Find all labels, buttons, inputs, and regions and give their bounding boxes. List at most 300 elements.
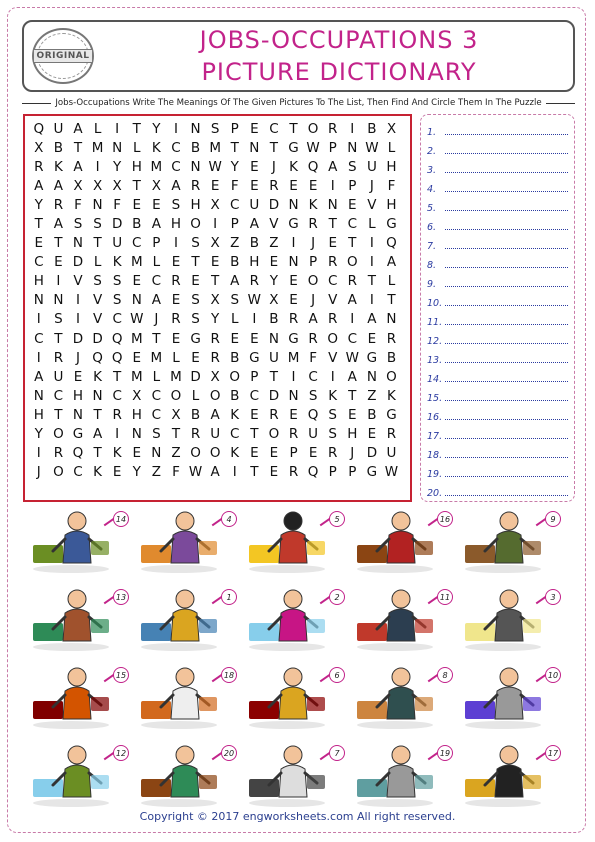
grid-letter[interactable]: A xyxy=(34,178,44,195)
grid-letter[interactable]: J xyxy=(154,311,159,328)
grid-letter[interactable]: I xyxy=(330,368,335,385)
grid-letter[interactable]: C xyxy=(269,121,279,137)
answer-blank[interactable] xyxy=(445,267,568,268)
answer-row[interactable] xyxy=(427,252,568,271)
grid-letter[interactable]: E xyxy=(348,406,357,423)
grid-letter[interactable]: B xyxy=(367,121,377,137)
grid-letter[interactable]: H xyxy=(347,425,358,442)
grid-letter[interactable]: N xyxy=(53,292,64,309)
grid-letter[interactable]: T xyxy=(289,121,298,137)
grid-letter[interactable]: L xyxy=(191,387,200,404)
grid-letter[interactable]: N xyxy=(131,292,142,309)
answer-row[interactable] xyxy=(427,461,568,480)
grid-letter[interactable]: T xyxy=(348,235,357,252)
grid-letter[interactable]: Q xyxy=(386,235,397,252)
grid-letter[interactable]: D xyxy=(366,444,378,461)
grid-letter[interactable]: E xyxy=(171,254,181,271)
grid-letter[interactable]: Q xyxy=(307,406,319,423)
grid-letter[interactable]: M xyxy=(209,140,221,157)
grid-letter[interactable]: R xyxy=(210,349,220,366)
grid-letter[interactable]: N xyxy=(112,140,123,157)
grid-letter[interactable]: V xyxy=(328,292,338,309)
grid-letter[interactable]: L xyxy=(172,349,180,366)
grid-letter[interactable]: I xyxy=(213,216,218,233)
grid-letter[interactable]: Z xyxy=(171,444,181,461)
grid-letter[interactable]: B xyxy=(230,254,240,271)
answer-blank[interactable] xyxy=(445,229,568,230)
grid-letter[interactable]: G xyxy=(288,140,299,157)
grid-letter[interactable]: E xyxy=(308,178,318,195)
grid-letter[interactable]: R xyxy=(328,121,338,137)
grid-letter[interactable]: X xyxy=(132,387,142,404)
answer-row[interactable] xyxy=(427,309,568,328)
grid-letter[interactable]: S xyxy=(112,273,122,290)
grid-letter[interactable]: H xyxy=(170,216,182,233)
grid-letter[interactable]: H xyxy=(72,387,84,404)
grid-letter[interactable]: F xyxy=(309,349,317,366)
grid-letter[interactable]: S xyxy=(348,159,357,176)
answer-row[interactable] xyxy=(427,442,568,461)
grid-letter[interactable]: A xyxy=(230,273,240,290)
grid-letter[interactable]: X xyxy=(34,140,44,157)
grid-letter[interactable]: E xyxy=(328,235,337,252)
grid-letter[interactable]: H xyxy=(190,197,201,214)
grid-letter[interactable]: Q xyxy=(33,121,45,137)
grid-letter[interactable]: E xyxy=(112,463,122,480)
grid-letter[interactable]: I xyxy=(115,121,120,137)
grid-letter[interactable]: L xyxy=(368,216,376,233)
grid-letter[interactable]: B xyxy=(230,387,240,404)
grid-letter[interactable]: H xyxy=(131,406,142,423)
grid-letter[interactable]: N xyxy=(268,330,279,347)
grid-letter[interactable]: S xyxy=(210,121,220,137)
grid-letter[interactable]: M xyxy=(130,254,143,271)
grid-letter[interactable]: N xyxy=(288,387,299,404)
grid-letter[interactable]: Q xyxy=(72,444,84,461)
grid-letter[interactable]: A xyxy=(171,178,181,195)
grid-letter[interactable]: T xyxy=(73,140,83,157)
grid-letter[interactable]: V xyxy=(269,216,279,233)
grid-letter[interactable]: A xyxy=(210,463,220,480)
grid-letter[interactable]: C xyxy=(230,425,240,442)
answer-blank[interactable] xyxy=(445,476,568,477)
grid-letter[interactable]: O xyxy=(229,368,241,385)
grid-letter[interactable]: A xyxy=(328,159,338,176)
grid-letter[interactable]: T xyxy=(191,254,200,271)
grid-letter[interactable]: E xyxy=(132,197,142,214)
grid-letter[interactable]: X xyxy=(210,292,220,309)
grid-letter[interactable]: I xyxy=(115,425,120,442)
grid-letter[interactable]: W xyxy=(188,463,203,480)
grid-letter[interactable]: K xyxy=(112,254,122,271)
grid-letter[interactable]: L xyxy=(230,311,239,328)
grid-letter[interactable]: S xyxy=(93,216,102,233)
grid-letter[interactable]: Y xyxy=(34,425,43,442)
grid-letter[interactable]: U xyxy=(112,235,123,252)
grid-letter[interactable]: R xyxy=(190,425,201,442)
grid-letter[interactable]: V xyxy=(92,311,103,328)
answer-blank[interactable] xyxy=(445,210,568,211)
grid-letter[interactable]: R xyxy=(171,311,181,328)
grid-letter[interactable]: C xyxy=(327,273,338,290)
grid-letter[interactable]: Y xyxy=(34,197,43,214)
grid-letter[interactable]: T xyxy=(269,368,279,385)
grid-letter[interactable]: L xyxy=(93,254,102,271)
grid-letter[interactable]: Z xyxy=(230,235,240,252)
grid-letter[interactable]: R xyxy=(53,197,64,214)
grid-letter[interactable]: T xyxy=(250,425,259,442)
grid-letter[interactable]: C xyxy=(347,330,358,347)
grid-letter[interactable]: F xyxy=(74,197,82,214)
grid-letter[interactable]: K xyxy=(308,197,318,214)
grid-letter[interactable]: D xyxy=(268,387,280,404)
grid-letter[interactable]: A xyxy=(53,216,64,233)
grid-letter[interactable]: E xyxy=(152,197,161,214)
grid-letter[interactable]: C xyxy=(308,368,318,385)
grid-letter[interactable]: P xyxy=(328,463,337,480)
answer-blank[interactable] xyxy=(445,457,568,458)
grid-letter[interactable]: G xyxy=(190,330,201,347)
answer-row[interactable] xyxy=(427,176,568,195)
grid-letter[interactable]: K xyxy=(230,444,240,461)
grid-letter[interactable]: O xyxy=(386,368,397,385)
grid-letter[interactable]: Y xyxy=(113,159,122,176)
grid-letter[interactable]: N xyxy=(131,425,142,442)
grid-letter[interactable]: K xyxy=(93,368,102,385)
grid-letter[interactable]: C xyxy=(132,235,142,252)
grid-letter[interactable]: W xyxy=(365,140,379,157)
grid-letter[interactable]: K xyxy=(328,387,338,404)
grid-letter[interactable]: I xyxy=(369,235,374,252)
grid-letter[interactable]: R xyxy=(171,273,181,290)
grid-letter[interactable]: M xyxy=(170,368,182,385)
grid-letter[interactable]: T xyxy=(348,387,357,404)
grid-letter[interactable]: P xyxy=(348,178,357,195)
grid-letter[interactable]: P xyxy=(230,121,239,137)
grid-letter[interactable]: B xyxy=(132,216,142,233)
grid-letter[interactable]: E xyxy=(269,463,279,480)
grid-letter[interactable]: Q xyxy=(307,159,319,176)
grid-letter[interactable]: N xyxy=(327,197,338,214)
grid-letter[interactable]: U xyxy=(53,121,64,137)
grid-letter[interactable]: H xyxy=(33,273,44,290)
grid-letter[interactable]: R xyxy=(328,444,338,461)
answer-blank[interactable] xyxy=(445,153,568,154)
grid-letter[interactable]: E xyxy=(34,235,44,252)
grid-letter[interactable]: C xyxy=(112,311,122,328)
grid-letter[interactable]: E xyxy=(54,254,63,271)
grid-letter[interactable]: O xyxy=(307,273,319,290)
grid-letter[interactable]: A xyxy=(151,292,161,309)
grid-letter[interactable]: K xyxy=(230,406,240,423)
grid-letter[interactable]: E xyxy=(73,368,83,385)
grid-letter[interactable]: I xyxy=(36,444,41,461)
grid-letter[interactable]: Z xyxy=(367,387,377,404)
grid-letter[interactable]: E xyxy=(250,178,259,195)
grid-letter[interactable]: T xyxy=(211,273,220,290)
grid-letter[interactable]: C xyxy=(151,387,162,404)
grid-letter[interactable]: V xyxy=(73,273,83,290)
grid-letter[interactable]: Y xyxy=(269,273,279,290)
grid-letter[interactable]: P xyxy=(309,254,318,271)
grid-letter[interactable]: X xyxy=(112,178,122,195)
grid-letter[interactable]: S xyxy=(328,425,337,442)
answer-blank[interactable] xyxy=(445,172,568,173)
grid-letter[interactable]: C xyxy=(249,387,260,404)
answer-row[interactable] xyxy=(427,328,568,347)
grid-letter[interactable]: M xyxy=(130,330,143,347)
grid-letter[interactable]: A xyxy=(53,178,64,195)
grid-letter[interactable]: X xyxy=(73,178,83,195)
grid-letter[interactable]: M xyxy=(91,140,104,157)
grid-letter[interactable]: R xyxy=(112,406,122,423)
grid-letter[interactable]: S xyxy=(152,425,161,442)
grid-letter[interactable]: T xyxy=(54,406,63,423)
grid-letter[interactable]: R xyxy=(34,159,44,176)
grid-letter[interactable]: S xyxy=(93,273,102,290)
grid-letter[interactable]: D xyxy=(92,330,103,347)
grid-letter[interactable]: W xyxy=(247,292,261,309)
grid-letter[interactable]: C xyxy=(53,387,64,404)
grid-letter[interactable]: L xyxy=(152,254,161,271)
answer-blank[interactable] xyxy=(445,419,568,420)
answer-row[interactable] xyxy=(427,138,568,157)
grid-letter[interactable]: O xyxy=(53,425,64,442)
grid-letter[interactable]: A xyxy=(151,216,161,233)
grid-letter[interactable]: X xyxy=(151,178,161,195)
grid-letter[interactable]: I xyxy=(75,292,80,309)
answer-row[interactable] xyxy=(427,385,568,404)
answer-row[interactable] xyxy=(427,347,568,366)
grid-letter[interactable]: D xyxy=(111,216,123,233)
grid-letter[interactable]: T xyxy=(387,292,396,309)
grid-letter[interactable]: C xyxy=(230,197,240,214)
grid-letter[interactable]: E xyxy=(289,292,298,309)
answer-row[interactable] xyxy=(427,271,568,290)
grid-letter[interactable]: N xyxy=(366,368,377,385)
grid-letter[interactable]: E xyxy=(250,406,259,423)
grid-letter[interactable]: D xyxy=(268,197,280,214)
grid-letter[interactable]: H xyxy=(131,159,142,176)
grid-letter[interactable]: N xyxy=(288,197,299,214)
grid-letter[interactable]: E xyxy=(289,406,298,423)
grid-letter[interactable]: V xyxy=(367,197,377,214)
grid-letter[interactable]: N xyxy=(190,121,201,137)
grid-letter[interactable]: U xyxy=(249,197,260,214)
grid-letter[interactable]: K xyxy=(387,387,396,404)
answer-blank[interactable] xyxy=(445,495,568,496)
grid-letter[interactable]: E xyxy=(191,273,200,290)
answer-row[interactable] xyxy=(427,119,568,138)
grid-letter[interactable]: I xyxy=(75,311,80,328)
grid-letter[interactable]: R xyxy=(249,273,260,290)
grid-letter[interactable]: O xyxy=(268,425,280,442)
grid-letter[interactable]: K xyxy=(151,140,161,157)
grid-letter[interactable]: A xyxy=(367,311,377,328)
grid-letter[interactable]: N xyxy=(72,235,84,252)
grid-letter[interactable]: O xyxy=(53,463,64,480)
grid-letter[interactable]: T xyxy=(34,216,43,233)
grid-letter[interactable]: D xyxy=(72,330,84,347)
grid-letter[interactable]: A xyxy=(386,254,397,271)
grid-letter[interactable]: C xyxy=(73,463,83,480)
grid-letter[interactable]: E xyxy=(230,330,239,347)
grid-letter[interactable]: F xyxy=(113,197,122,214)
grid-letter[interactable]: G xyxy=(288,216,299,233)
grid-letter[interactable]: I xyxy=(36,311,41,328)
grid-letter[interactable]: V xyxy=(328,349,338,366)
grid-letter[interactable]: I xyxy=(291,235,296,252)
grid-letter[interactable]: E xyxy=(132,349,142,366)
grid-letter[interactable]: G xyxy=(288,330,299,347)
grid-letter[interactable]: R xyxy=(288,425,299,442)
grid-letter[interactable]: H xyxy=(386,159,397,176)
answer-blank[interactable] xyxy=(445,438,568,439)
grid-letter[interactable]: G xyxy=(366,463,378,480)
answer-row[interactable] xyxy=(427,195,568,214)
grid-letter[interactable]: G xyxy=(249,349,260,366)
grid-letter[interactable]: J xyxy=(350,444,355,461)
answer-blank[interactable] xyxy=(445,248,568,249)
grid-letter[interactable]: P xyxy=(348,463,357,480)
grid-letter[interactable]: B xyxy=(269,311,279,328)
answer-row[interactable] xyxy=(427,290,568,309)
grid-letter[interactable]: N xyxy=(249,140,260,157)
grid-letter[interactable]: E xyxy=(289,178,298,195)
grid-letter[interactable]: B xyxy=(367,406,377,423)
grid-letter[interactable]: T xyxy=(93,444,102,461)
grid-letter[interactable]: Y xyxy=(152,121,161,137)
grid-letter[interactable]: Y xyxy=(211,311,220,328)
grid-letter[interactable]: Q xyxy=(307,463,319,480)
grid-letter[interactable]: T xyxy=(54,235,63,252)
grid-letter[interactable]: J xyxy=(36,463,41,480)
grid-letter[interactable]: E xyxy=(308,444,318,461)
grid-letter[interactable]: I xyxy=(56,273,61,290)
grid-letter[interactable]: O xyxy=(209,387,221,404)
grid-letter[interactable]: R xyxy=(53,444,64,461)
grid-letter[interactable]: J xyxy=(75,349,80,366)
grid-letter[interactable]: X xyxy=(92,178,103,195)
grid-letter[interactable]: J xyxy=(271,159,276,176)
grid-letter[interactable]: F xyxy=(230,178,239,195)
grid-letter[interactable]: G xyxy=(72,425,84,442)
grid-letter[interactable]: I xyxy=(173,121,178,137)
grid-letter[interactable]: C xyxy=(151,406,162,423)
grid-letter[interactable]: I xyxy=(252,311,257,328)
grid-letter[interactable]: C xyxy=(34,330,44,347)
grid-letter[interactable]: E xyxy=(210,178,220,195)
grid-letter[interactable]: L xyxy=(152,368,161,385)
grid-letter[interactable]: E xyxy=(210,254,220,271)
grid-letter[interactable]: C xyxy=(171,159,181,176)
grid-letter[interactable]: L xyxy=(387,273,396,290)
grid-letter[interactable]: A xyxy=(34,368,44,385)
grid-letter[interactable]: B xyxy=(386,349,397,366)
grid-letter[interactable]: E xyxy=(171,330,181,347)
grid-letter[interactable]: E xyxy=(269,444,279,461)
grid-letter[interactable]: C xyxy=(347,216,358,233)
grid-letter[interactable]: N xyxy=(151,444,162,461)
grid-letter[interactable]: E xyxy=(367,425,377,442)
grid-letter[interactable]: B xyxy=(53,140,64,157)
answer-blank[interactable] xyxy=(445,286,568,287)
grid-letter[interactable]: B xyxy=(249,235,259,252)
grid-letter[interactable]: W xyxy=(130,311,144,328)
answer-blank[interactable] xyxy=(445,324,568,325)
grid-letter[interactable]: U xyxy=(210,425,221,442)
grid-letter[interactable]: O xyxy=(170,387,182,404)
grid-letter[interactable]: J xyxy=(311,292,316,309)
grid-letter[interactable]: R xyxy=(308,216,318,233)
grid-letter[interactable]: W xyxy=(208,159,222,176)
grid-letter[interactable]: G xyxy=(386,216,397,233)
grid-letter[interactable]: S xyxy=(230,292,240,309)
answer-row[interactable] xyxy=(427,480,568,499)
answer-blank[interactable] xyxy=(445,305,568,306)
grid-letter[interactable]: I xyxy=(232,463,237,480)
grid-letter[interactable]: E xyxy=(250,444,259,461)
grid-letter[interactable]: D xyxy=(72,254,84,271)
grid-letter[interactable]: S xyxy=(191,235,200,252)
grid-letter[interactable]: R xyxy=(53,349,64,366)
grid-letter[interactable]: U xyxy=(366,159,377,176)
grid-letter[interactable]: M xyxy=(287,349,300,366)
grid-letter[interactable]: C xyxy=(151,273,162,290)
grid-letter[interactable]: A xyxy=(249,216,259,233)
grid-letter[interactable]: H xyxy=(386,197,397,214)
grid-letter[interactable]: M xyxy=(130,368,143,385)
grid-letter[interactable]: T xyxy=(171,425,181,442)
grid-letter[interactable]: N xyxy=(347,140,358,157)
grid-letter[interactable]: J xyxy=(311,235,316,252)
grid-letter[interactable]: R xyxy=(386,425,397,442)
answer-row[interactable] xyxy=(427,233,568,252)
answer-blank[interactable] xyxy=(445,362,568,363)
grid-letter[interactable]: W xyxy=(306,140,320,157)
grid-letter[interactable]: X xyxy=(171,406,181,423)
grid-letter[interactable]: D xyxy=(190,368,201,385)
grid-letter[interactable]: J xyxy=(369,178,374,195)
grid-letter[interactable]: E xyxy=(250,330,259,347)
grid-letter[interactable]: O xyxy=(346,254,358,271)
grid-letter[interactable]: B xyxy=(190,406,201,423)
grid-letter[interactable]: P xyxy=(289,444,298,461)
grid-letter[interactable]: T xyxy=(54,330,63,347)
grid-letter[interactable]: M xyxy=(150,349,163,366)
grid-letter[interactable]: X xyxy=(210,368,220,385)
grid-letter[interactable]: E xyxy=(132,273,142,290)
grid-letter[interactable]: C xyxy=(34,254,44,271)
grid-letter[interactable]: S xyxy=(308,387,318,404)
grid-letter[interactable]: O xyxy=(307,121,319,137)
answer-blank[interactable] xyxy=(445,400,568,401)
grid-letter[interactable]: R xyxy=(308,330,318,347)
grid-letter[interactable]: R xyxy=(386,330,397,347)
grid-letter[interactable]: F xyxy=(387,178,396,195)
grid-letter[interactable]: E xyxy=(132,444,142,461)
answer-row[interactable] xyxy=(427,366,568,385)
grid-letter[interactable]: U xyxy=(386,444,397,461)
grid-letter[interactable]: I xyxy=(95,159,100,176)
grid-letter[interactable]: E xyxy=(250,159,259,176)
grid-letter[interactable]: I xyxy=(350,121,355,137)
grid-letter[interactable]: L xyxy=(133,140,141,157)
grid-letter[interactable]: S xyxy=(54,311,63,328)
grid-letter[interactable]: E xyxy=(289,273,298,290)
grid-letter[interactable]: U xyxy=(268,349,279,366)
grid-letter[interactable]: B xyxy=(230,349,240,366)
